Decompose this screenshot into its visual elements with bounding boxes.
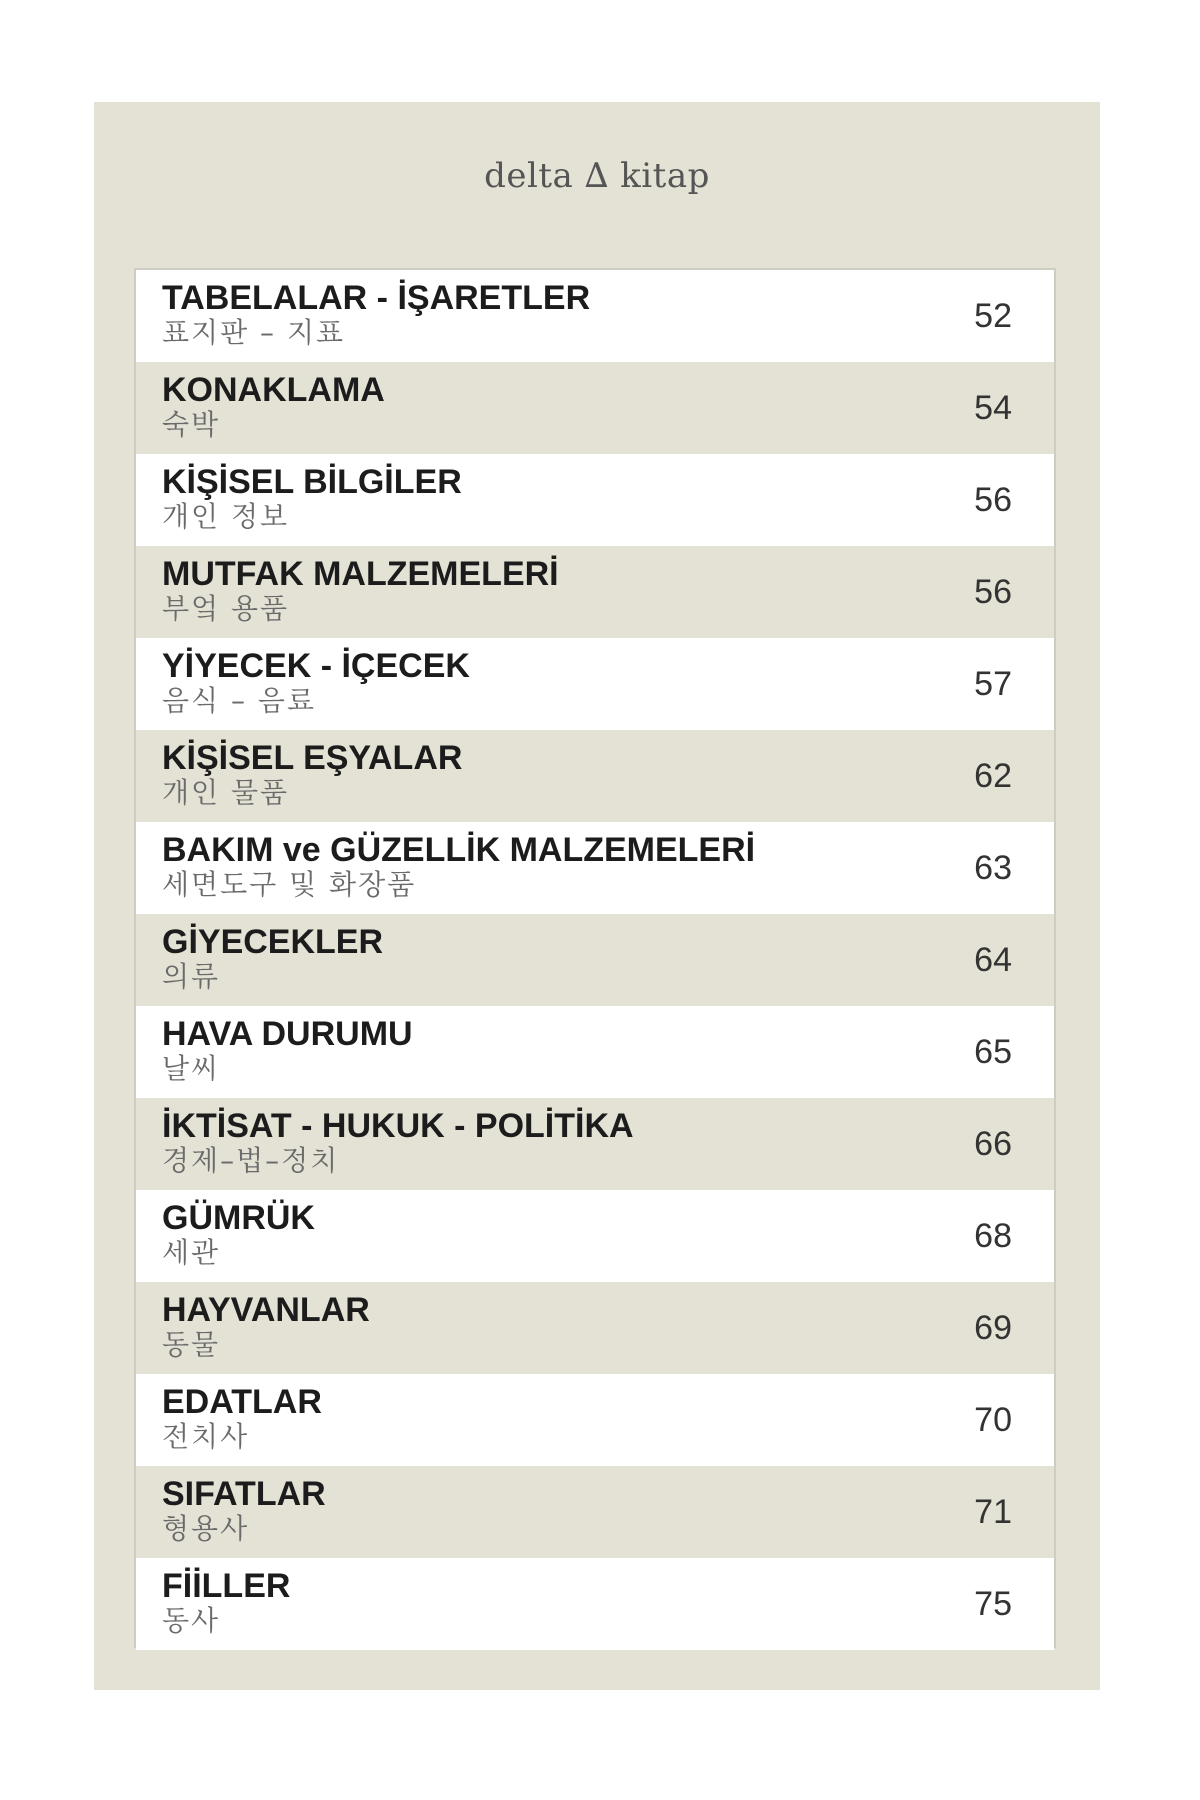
toc-entry-title: TABELALAR - İŞARETLER [162, 279, 591, 317]
toc-entry[interactable] [136, 1558, 1054, 1650]
toc-entry[interactable] [136, 1190, 1054, 1282]
toc-entry-title: GİYECEKLER [162, 923, 384, 961]
toc-entry-page-number: 66 [974, 1125, 1012, 1163]
toc-entry-title: SIFATLAR [162, 1475, 326, 1513]
toc-entry-title: GÜMRÜK [162, 1199, 315, 1237]
toc-entry[interactable] [136, 1466, 1054, 1558]
toc-entry[interactable] [136, 730, 1054, 822]
toc-entry-page-number: 56 [974, 481, 1012, 519]
toc-entry-subtitle: 숙박 [162, 408, 221, 441]
toc-entry[interactable] [136, 454, 1054, 546]
toc-entry-title: FİİLLER [162, 1567, 291, 1605]
toc-entry-title: HAYVANLAR [162, 1291, 370, 1329]
toc-entry-title: İKTİSAT - HUKUK - POLİTİKA [162, 1107, 634, 1145]
toc-entry-page-number: 65 [974, 1033, 1012, 1071]
toc-entry-subtitle: 동사 [162, 1604, 221, 1637]
toc-entry[interactable] [136, 638, 1054, 730]
toc-entry-title: HAVA DURUMU [162, 1015, 413, 1053]
book-page [94, 102, 1100, 1690]
toc-entry-subtitle: 동물 [162, 1328, 221, 1361]
toc-entry[interactable] [136, 1006, 1054, 1098]
toc-entry-title: KİŞİSEL EŞYALAR [162, 739, 463, 777]
toc-entry-title: BAKIM ve GÜZELLİK MALZEMELERİ [162, 831, 756, 869]
toc-entry-subtitle: 부엌 용품 [162, 592, 290, 625]
toc-entry[interactable] [136, 1282, 1054, 1374]
toc-entry-subtitle: 날씨 [162, 1052, 221, 1085]
toc-entry-subtitle: 개인 정보 [162, 500, 290, 533]
publisher-logo: delta ∆ kitap [484, 156, 710, 196]
toc-entry-page-number: 71 [974, 1493, 1012, 1531]
toc-entry-title: KİŞİSEL BİLGİLER [162, 463, 462, 501]
toc-entry-page-number: 75 [974, 1585, 1012, 1623]
toc-entry-subtitle: 개인 물품 [162, 776, 290, 809]
toc-entry-page-number: 62 [974, 757, 1012, 795]
toc-entry-page-number: 68 [974, 1217, 1012, 1255]
toc-entry-page-number: 57 [974, 665, 1012, 703]
toc-entry-page-number: 56 [974, 573, 1012, 611]
toc-entry-page-number: 54 [974, 389, 1012, 427]
toc-entry-subtitle: 형용사 [162, 1512, 250, 1545]
toc-entry-title: KONAKLAMA [162, 371, 385, 409]
toc-entry-title: MUTFAK MALZEMELERİ [162, 555, 559, 593]
toc-entry-subtitle: 세면도구 및 화장품 [162, 868, 417, 901]
toc-entry[interactable] [136, 914, 1054, 1006]
toc-entry-page-number: 70 [974, 1401, 1012, 1439]
toc-entry-page-number: 63 [974, 849, 1012, 887]
toc-entry[interactable] [136, 1098, 1054, 1190]
toc-entry-page-number: 69 [974, 1309, 1012, 1347]
toc-entry-title: YİYECEK - İÇECEK [162, 647, 470, 685]
toc-entry[interactable] [136, 546, 1054, 638]
toc-entry-subtitle: 전치사 [162, 1420, 250, 1453]
toc-entry[interactable] [136, 270, 1054, 362]
toc-entry[interactable] [136, 362, 1054, 454]
toc-entry-subtitle: 표지판 – 지표 [162, 316, 346, 349]
toc-entry[interactable] [136, 822, 1054, 914]
toc-entry-page-number: 64 [974, 941, 1012, 979]
table-of-contents [134, 268, 1056, 1648]
toc-entry-title: EDATLAR [162, 1383, 322, 1421]
toc-entry-subtitle: 음식 – 음료 [162, 684, 316, 717]
toc-entry-subtitle: 의류 [162, 960, 221, 993]
toc-entry-subtitle: 세관 [162, 1236, 221, 1269]
toc-entry[interactable] [136, 1374, 1054, 1466]
toc-entry-page-number: 52 [974, 297, 1012, 335]
toc-entry-subtitle: 경제–법–정치 [162, 1144, 340, 1177]
